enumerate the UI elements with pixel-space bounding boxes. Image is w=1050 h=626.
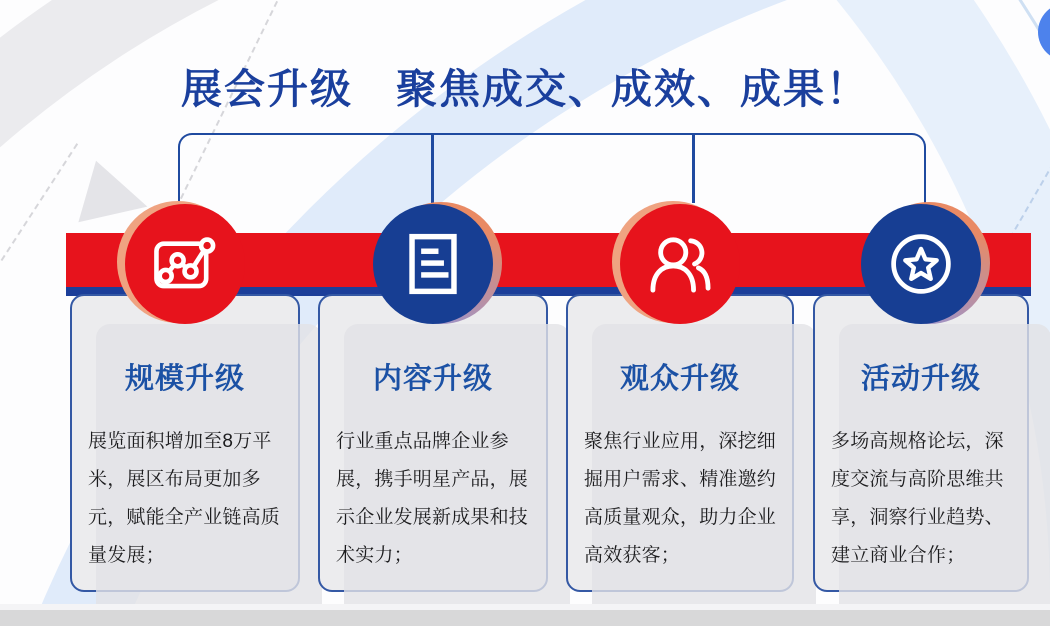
card-badge [620,204,740,324]
card-badge [373,204,493,324]
card-badge [125,204,245,324]
document-icon [373,204,493,324]
card-description: 行业重点品牌企业参展，携手明星产品，展示企业发展新成果和技术实力； [336,431,529,566]
corner-circle-decoration [1038,3,1050,61]
card-title: 内容升级 [372,363,493,395]
card-description: 多场高规格论坛，深度交流与高阶思维共享，洞察行业趋势、建立商业合作； [831,431,1004,566]
card-title: 活动升级 [860,363,981,395]
card-description: 展览面积增加至8万平米，展区布局更加多元，赋能全产业链高质量发展； [88,431,281,566]
connector-bracket [178,133,926,203]
card-title: 规模升级 [124,363,245,395]
card-title: 观众升级 [619,363,740,395]
card-content-upgrade [318,294,548,592]
card-scale-upgrade [70,294,300,592]
route-map-icon [125,204,245,324]
card-badge [861,204,981,324]
star-badge-icon [861,204,981,324]
connector-line [692,135,695,203]
connector-line [431,135,434,203]
people-icon [620,204,740,324]
bottom-bar [0,610,1050,626]
card-activity-upgrade [813,294,1029,592]
card-audience-upgrade [566,294,794,592]
card-description: 聚焦行业应用，深挖细掘用户需求、精准邀约高质量观众，助力企业高效获客； [584,431,777,566]
page-title: 展会升级 聚焦成交、成效、成果！ [181,66,869,112]
